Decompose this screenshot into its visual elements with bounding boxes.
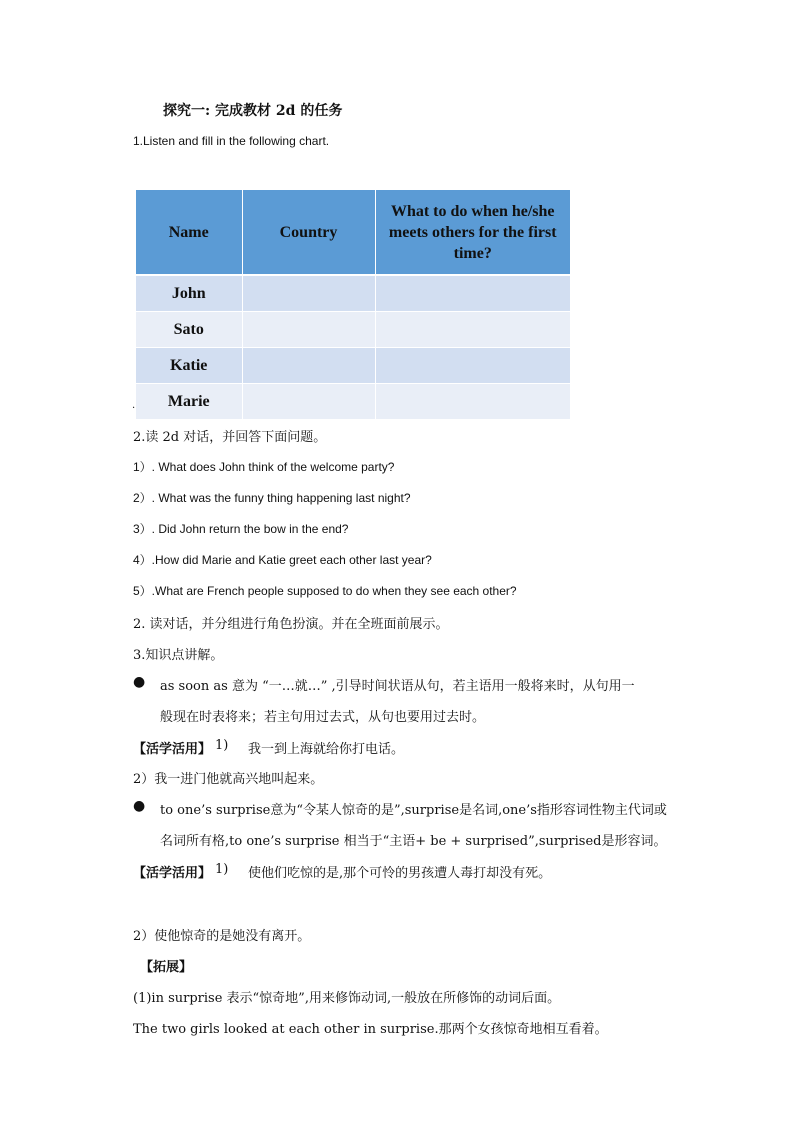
practice2-item1-text: 使他们吃惊的是,那个可怜的男孩遭人毒打却没有死。 xyxy=(248,866,552,881)
practice2-item2: 2）使他惊奇的是她没有离开。 xyxy=(133,929,311,944)
task2b-instruction: 2. 读对话，并分组进行角色扮演。并在全班面前展示。 xyxy=(133,617,449,632)
cell-name: John xyxy=(136,275,242,312)
bullet-point-2: ● xyxy=(133,798,146,814)
stray-dot: . xyxy=(132,400,136,411)
table-row xyxy=(136,348,570,384)
extension-line1: (1)in surprise 表示“惊奇地”,用来修饰动词,一般放在所修饰的动词后面。 xyxy=(133,991,561,1006)
bullet-point-1: ● xyxy=(133,674,146,690)
question-2: 2）. What was the funny thing happening last night? xyxy=(133,491,411,505)
question-1: 1）. What does John think of the welcome party? xyxy=(133,460,395,474)
practice2-label: 【活学活用】 xyxy=(133,866,212,881)
practice2-item1-num: 1) xyxy=(215,862,229,877)
point1-line2: 般现在时表将来；若主句用过去式，从句也要用过去时。 xyxy=(160,710,486,725)
extension-line2: The two girls looked at each other in surprise.那两个女孩惊奇地相互看着。 xyxy=(133,1022,608,1037)
cell-country[interactable] xyxy=(242,348,375,384)
header-what-to-do: What to do when he/she meets others for the first time? xyxy=(375,190,570,275)
info-chart xyxy=(136,190,570,420)
point2-line2: 名词所有格,to one’s surprise 相当于“主语+ be + surprised”,surprised是形容词。 xyxy=(160,834,667,849)
cell-greeting[interactable] xyxy=(375,275,570,312)
practice1-label: 【活学活用】 xyxy=(133,742,212,757)
chart-header-row xyxy=(136,190,570,275)
section-heading: 探究一: 完成教材 2d 的任务 xyxy=(163,103,343,119)
cell-name: Katie xyxy=(136,348,242,384)
practice1-item2: 2）我一进门他就高兴地叫起来。 xyxy=(133,772,324,787)
point1-line1: as soon as 意为 “一…就…” ,引导时间状语从句，若主语用一般将来时，从句用一 xyxy=(160,679,635,694)
cell-country[interactable] xyxy=(242,384,375,420)
cell-greeting[interactable] xyxy=(375,384,570,420)
table-row xyxy=(136,275,570,312)
practice1-item1-num: 1) xyxy=(215,738,229,753)
cell-greeting[interactable] xyxy=(375,348,570,384)
table-row xyxy=(136,312,570,348)
table-row xyxy=(136,384,570,420)
task1-instruction: 1.Listen and fill in the following chart. xyxy=(133,134,330,148)
extension-label: 【拓展】 xyxy=(140,960,193,975)
point2-line1: to one’s surprise意为“令某人惊奇的是”,surprise是名词,one’s指形容词性物主代词或 xyxy=(160,803,667,818)
cell-country[interactable] xyxy=(242,275,375,312)
cell-name: Sato xyxy=(136,312,242,348)
cell-name: Marie xyxy=(136,384,242,420)
practice1-item1-text: 我一到上海就给你打电话。 xyxy=(248,742,405,757)
task3-title: 3.知识点讲解。 xyxy=(133,648,224,663)
question-3: 3）. Did John return the bow in the end? xyxy=(133,522,349,536)
cell-country[interactable] xyxy=(242,312,375,348)
header-country: Country xyxy=(242,190,375,275)
task2-instruction: 2.读 2d 对话，并回答下面问题。 xyxy=(133,430,327,445)
header-name: Name xyxy=(136,190,242,275)
cell-greeting[interactable] xyxy=(375,312,570,348)
question-5: 5）.What are French people supposed to do when they see each other? xyxy=(133,584,517,598)
question-4: 4）.How did Marie and Katie greet each other last year? xyxy=(133,553,432,567)
